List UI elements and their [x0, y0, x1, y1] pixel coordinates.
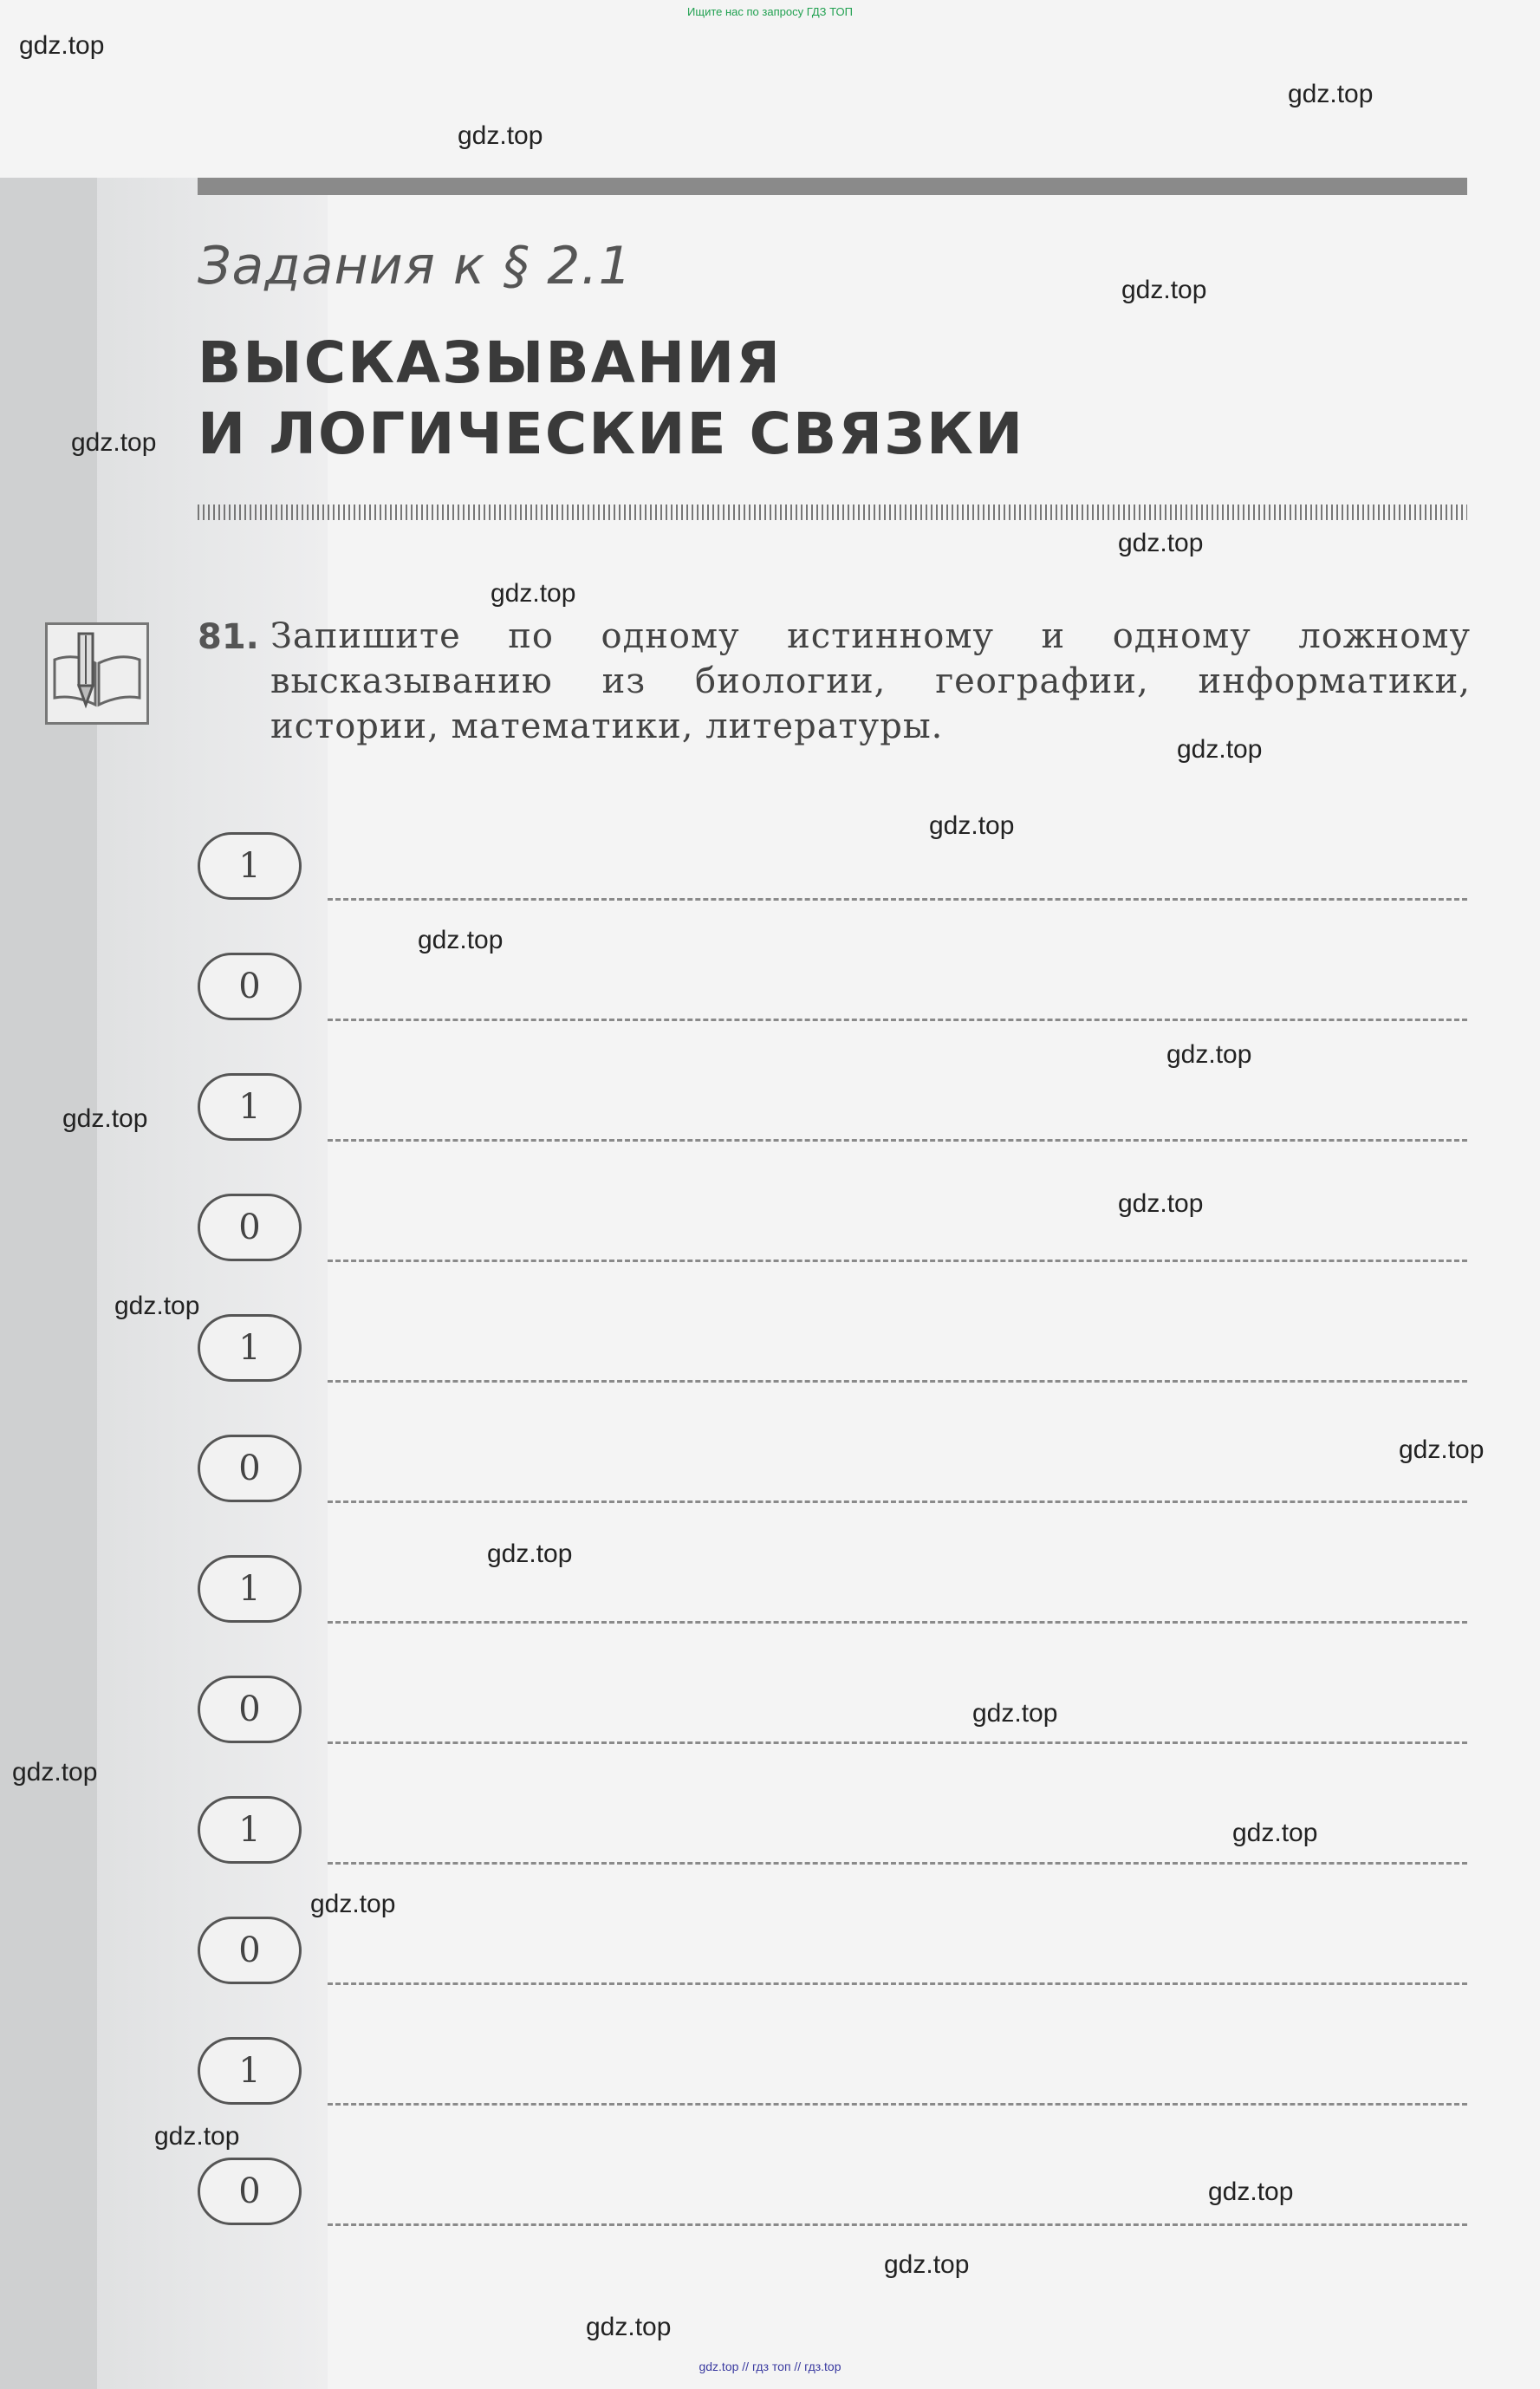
answer-write-line[interactable]	[328, 1139, 1467, 1142]
watermark-text: gdz.top	[114, 1292, 200, 1320]
watermark-text: gdz.top	[1399, 1435, 1485, 1464]
section-hatch-rule	[198, 504, 1467, 520]
task-text: Запишите по одному истинному и одному ложному высказыванию из биологии, географии, информатики, истории, математики, литературы.	[270, 616, 1471, 746]
answer-value-badge: 1	[198, 1555, 302, 1623]
answer-row	[198, 1435, 1467, 1504]
watermark-text: gdz.top	[154, 2122, 240, 2151]
answer-write-line[interactable]	[328, 1500, 1467, 1503]
left-margin-band	[0, 178, 97, 2389]
watermark-text: gdz.top	[491, 579, 576, 608]
watermark-text: gdz.top	[310, 1890, 396, 1918]
answer-row	[198, 1314, 1467, 1383]
answer-row	[198, 2037, 1467, 2106]
answer-value-badge: 1	[198, 2037, 302, 2105]
watermark-text: gdz.top	[1121, 276, 1207, 304]
answer-row	[198, 1073, 1467, 1142]
watermark-text: gdz.top	[1166, 1040, 1252, 1069]
watermark-text: gdz.top	[418, 926, 504, 954]
watermark-text: gdz.top	[1208, 2177, 1294, 2206]
answer-value-badge: 0	[198, 2158, 302, 2225]
answer-row	[198, 1917, 1467, 1986]
answer-write-line[interactable]	[328, 1741, 1467, 1744]
watermark-text: gdz.top	[884, 2250, 970, 2279]
pencil-book-icon	[45, 622, 149, 725]
watermark-text: gdz.top	[1177, 735, 1263, 764]
answer-write-line[interactable]	[328, 898, 1467, 901]
watermark-text: gdz.top	[487, 1540, 573, 1568]
task-number: 81.	[198, 617, 259, 657]
answer-write-line[interactable]	[328, 1621, 1467, 1624]
watermark-text: gdz.top	[71, 428, 157, 457]
watermark-text: gdz.top	[929, 811, 1015, 840]
header-note: Ищите нас по запросу ГДЗ ТОП	[687, 5, 853, 18]
watermark-text: gdz.top	[62, 1104, 148, 1133]
answer-value-badge: 0	[198, 1917, 302, 1984]
answer-row	[198, 953, 1467, 1022]
watermark-text: gdz.top	[1232, 1819, 1318, 1847]
watermark-text: gdz.top	[586, 2313, 672, 2341]
answer-write-line[interactable]	[328, 1260, 1467, 1262]
watermark-text: gdz.top	[972, 1699, 1058, 1728]
answer-value-badge: 1	[198, 1796, 302, 1864]
answer-write-line[interactable]	[328, 2103, 1467, 2106]
answer-write-line[interactable]	[328, 1862, 1467, 1865]
answer-row	[198, 1194, 1467, 1263]
section-top-rule	[198, 178, 1467, 195]
answer-row	[198, 832, 1467, 902]
watermark-text: gdz.top	[12, 1758, 98, 1787]
answer-write-line[interactable]	[328, 1982, 1467, 1985]
section-title-line-1: ВЫСКАЗЫВАНИЯ	[198, 329, 783, 396]
answer-value-badge: 1	[198, 832, 302, 900]
answer-value-badge: 0	[198, 1676, 302, 1743]
watermark-text: gdz.top	[458, 121, 543, 150]
section-subtitle: Задания к § 2.1	[198, 236, 633, 296]
answer-value-badge: 0	[198, 1435, 302, 1502]
watermark-text: gdz.top	[1288, 80, 1374, 108]
answer-row	[198, 1676, 1467, 1745]
answer-value-badge: 1	[198, 1314, 302, 1382]
answer-value-badge: 1	[198, 1073, 302, 1141]
answer-value-badge: 0	[198, 1194, 302, 1261]
answer-value-badge: 0	[198, 953, 302, 1020]
answer-write-line[interactable]	[328, 1019, 1467, 1021]
section-title-line-2: И ЛОГИЧЕСКИЕ СВЯЗКИ	[198, 400, 1025, 467]
watermark-text: gdz.top	[19, 31, 105, 60]
watermark-text: gdz.top	[1118, 529, 1204, 557]
answer-row	[198, 1555, 1467, 1624]
answer-write-line[interactable]	[328, 2223, 1467, 2226]
footer-note: gdz.top // гдз топ // гдз.top	[699, 2360, 841, 2373]
watermark-text: gdz.top	[1118, 1189, 1204, 1218]
answer-write-line[interactable]	[328, 1380, 1467, 1383]
